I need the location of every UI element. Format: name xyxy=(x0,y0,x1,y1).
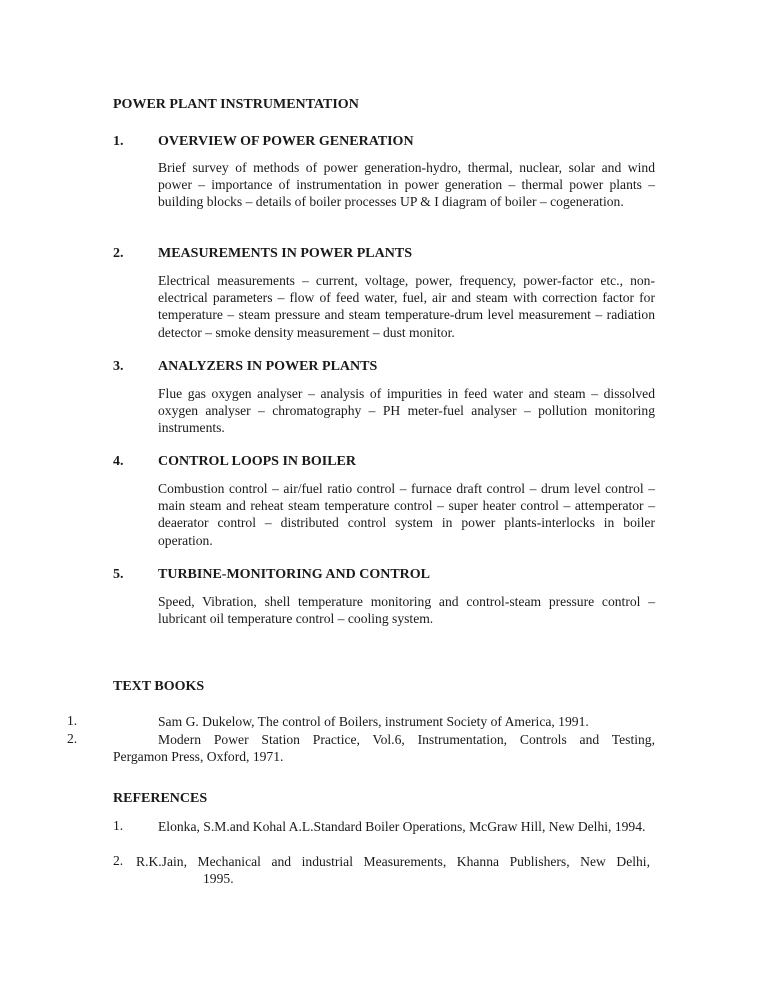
text-book-number: 1. xyxy=(67,713,78,728)
references-heading: REFERENCES xyxy=(113,791,208,806)
section-title: CONTROL LOOPS IN BOILER xyxy=(158,454,356,469)
section-number: 5. xyxy=(113,567,124,582)
section-body: Combustion control – air/fuel ratio control – furnace draft control – drum level control – main steam and reheat steam temperature control – super heater control – attemperator – deaerator control – distributed control system in power plants-interlocks in boiler operation. xyxy=(158,481,655,548)
section-body: Flue gas oxygen analyser – analysis of impurities in feed water and steam – dissolved oxygen analyser – chromatography – PH meter-fuel analyser – pollution monitoring instruments. xyxy=(158,386,655,436)
section-body: Electrical measurements – current, voltage, power, frequency, power-factor etc., non-electrical parameters – flow of feed water, fuel, air and steam with correction factor for temperature – steam pressure and steam temperature-drum level measurement – radiation detector – smoke density measurement – dust monitor. xyxy=(158,273,655,340)
section-body: Speed, Vibration, shell temperature monitoring and control-steam pressure control – lubricant oil temperature control – cooling system. xyxy=(158,594,655,627)
text-book-number: 2. xyxy=(67,731,78,746)
text-book-entry: Modern Power Station Practice, Vol.6, Instrumentation, Controls and Testing, xyxy=(158,732,655,747)
reference-number: 2. xyxy=(113,853,124,868)
reference-entry-continuation: 1995. xyxy=(203,871,234,886)
section-number: 3. xyxy=(113,359,124,374)
reference-number: 1. xyxy=(113,818,124,833)
section-title: ANALYZERS IN POWER PLANTS xyxy=(158,359,378,374)
reference-entry: R.K.Jain, Mechanical and industrial Measurements, Khanna Publishers, New Delhi, xyxy=(136,854,650,869)
text-book-entry: Sam G. Dukelow, The control of Boilers, instrument Society of America, 1991. xyxy=(158,714,589,729)
section-number: 4. xyxy=(113,454,124,469)
section-title: TURBINE-MONITORING AND CONTROL xyxy=(158,567,430,582)
text-books-heading: TEXT BOOKS xyxy=(113,679,205,694)
reference-entry: Elonka, S.M.and Kohal A.L.Standard Boiler Operations, McGraw Hill, New Delhi, 1994. xyxy=(158,819,646,834)
section-number: 2. xyxy=(113,246,124,261)
section-body: Brief survey of methods of power generation-hydro, thermal, nuclear, solar and wind power – importance of instrumentation in power generation – thermal power plants – building blocks – details of boiler processes UP & I diagram of boiler – cogeneration. xyxy=(158,160,655,210)
section-number: 1. xyxy=(113,134,124,149)
text-book-entry-continuation: Pergamon Press, Oxford, 1971. xyxy=(113,749,284,764)
document-title: POWER PLANT INSTRUMENTATION xyxy=(113,97,359,112)
section-title: MEASUREMENTS IN POWER PLANTS xyxy=(158,246,412,261)
section-title: OVERVIEW OF POWER GENERATION xyxy=(158,134,414,149)
